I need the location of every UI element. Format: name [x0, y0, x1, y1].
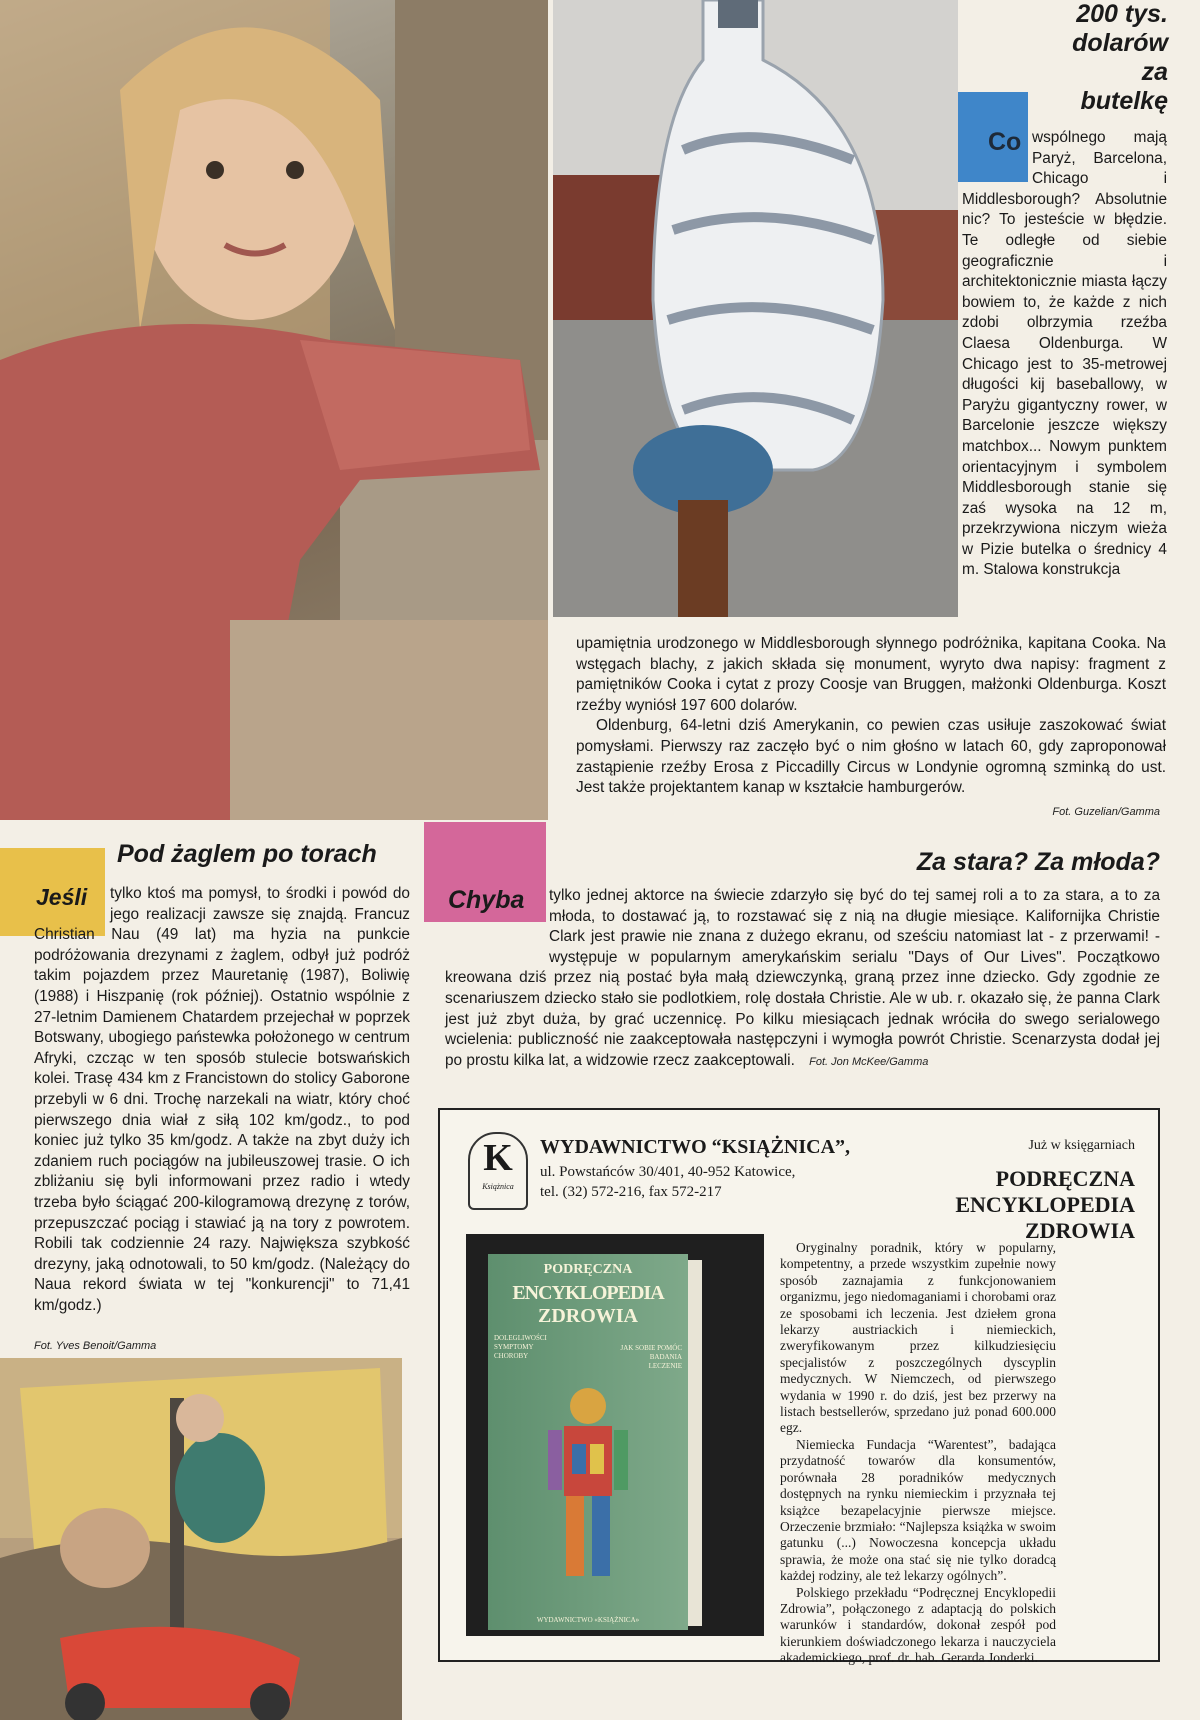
availability-note: Już w księgarniach [1028, 1138, 1135, 1153]
actress-dropcap-spacer [445, 886, 549, 948]
cover-left-sub-1: DOLEGLIWOŚCI [494, 1334, 547, 1342]
publisher-logo-caption: Książnica [482, 1182, 514, 1191]
cover-left-subtitles [494, 1334, 547, 1361]
cover-title-zdrowia: ZDROWIA [537, 1305, 638, 1327]
bottle-headline-line-1: 200 tys. [1076, 0, 1168, 28]
publisher-phone: tel. (32) 572-216, fax 572-217 [540, 1184, 722, 1200]
woman-photo-drawing [0, 0, 548, 820]
advert-title-line-1: PODRĘCZNA [995, 1166, 1135, 1191]
cover-right-sub-1: JAK SOBIE POMÓC [620, 1344, 682, 1352]
advert-para-2: Niemiecka Fundacja “Warentest”, badająca przydatność towarów dla konsumentów, porównała 28 poradników medycznych dostępnych na rynku niemieckim i przyznała tej książce bezapelacyjnie pierwsze miejsce. Orzeczenie brzmiało: “Najlepsza książka w swoim gatunku (...) Nowoczesna koncepcja układu sprawia, że może ona stać się nie tylko doradcą każdej rodziny, ale też lekarzy ogólnych”. [780, 1436, 1056, 1584]
book-pages-edge [688, 1260, 702, 1626]
bottle-headline-line-2: dolarów [1072, 29, 1168, 57]
actress-photo-credit: Fot. Jon McKee/Gamma [809, 1055, 929, 1068]
cover-right-sub-3: LECZENIE [648, 1362, 682, 1370]
publisher-address: ul. Powstańców 30/401, 40-952 Katowice, [540, 1164, 796, 1180]
cover-title-encyklopedia: ENCYKLOPEDIA [512, 1282, 664, 1304]
bottle-column-body: wspólnego mają Paryż, Barcelona, Chicago i Middlesborough? Absolutnie nic? To jesteście w błędzie. Te odległe od siebie geograficznie i architektonicznie miasta łączy bowiem to, że każde z nich zdobi olbrzymia rzeźba Claesa Oldenburga. W Chicago jest to 35-metrowej długości kij baseballowy, w Paryżu gigantyczny rower, w Barcelonie jeszcze większy matchbox... Nowym punktem orientacyjnym i symbolem Middlesborough stanie się zaś wysoka na 12 m, przekrzywiona niczym wieża w Pizie butelka o średnicy 4 m. Stalowa konstrukcja [962, 129, 1167, 579]
advert-para-1: Oryginalny poradnik, który w popularny, kompetentny, a przede wszystkim zupełnie nowy sposób zaznajamia z funkcjonowaniem organizmu, jego niedomaganiami i chorobami oraz ze sposobami ich leczenia. Jest dziełem grona lekarzy austriackich i niemieckich, zweryfikowanym przez kilkudziesięciu specjalistów z poszczególnych dyscyplin medycznych. W Niemczech, od pierwszego wydania w 1990 r. do dziś, jest bez przerwy na listach bestsellerów, sprzedano już ponad 600.000 egz. [780, 1240, 1056, 1436]
rails-photo-credit: Fot. Yves Benoit/Gamma [34, 1340, 157, 1352]
bottle-headline-line-4: butelkę [1080, 87, 1168, 115]
rails-dropcap: Jeśli [36, 884, 88, 910]
cover-publisher-mark: WYDAWNICTWO «KSIĄŻNICA» [536, 1616, 640, 1624]
rails-headline: Pod żaglem po torach [117, 840, 377, 868]
book-cover-image [466, 1234, 764, 1636]
photo-christie-clark [0, 0, 548, 820]
dropcap-spacer [962, 128, 1032, 184]
bottle-wide-text [576, 634, 1166, 799]
actress-dropcap: Chyba [448, 886, 525, 914]
cover-small-title: PODRĘCZNA [543, 1262, 633, 1277]
bottle-column-text [962, 128, 1167, 633]
bottle-dropcap: Co [988, 128, 1022, 156]
advert-para-3: Polskiego przekładu “Podręcznej Encyklopedii Zdrowia”, połączonego z adaptacją do polskich warunków i standardów, dokonał zespół pod kierunkiem doświadczonego lekarza i nauczyciela akademickiego, prof. dr. hab. Gerarda Jonderki. [780, 1584, 1056, 1666]
photo-bottle-sculpture [553, 0, 958, 617]
publisher-logo [468, 1132, 528, 1210]
advert-book-title [840, 1166, 1135, 1244]
publisher-logo-letter: K [483, 1137, 513, 1179]
cover-left-sub-2: SYMPTOMY [494, 1343, 534, 1351]
actress-headline: Za stara? Za młoda? [916, 848, 1160, 876]
sail-drezyna-drawing [0, 1358, 402, 1720]
bottle-wide-para-1: upamiętnia urodzonego w Middlesborough słynnego podróżnika, kapitana Cooka. Na wstęgach blachy, z jakich składa się monument, wyryto dwa napisy: fragment z pamiętników Cooka i cytat z prozy Coosje van Bruggen, małżonki Oldenburga. Koszt rzeźby wyniósł 197 600 dolarów. [576, 635, 1166, 714]
cover-left-sub-3: CHOROBY [494, 1352, 529, 1360]
bottle-photo-credit: Fot. Guzelian/Gamma [1052, 806, 1160, 818]
cover-right-subtitles [621, 1344, 682, 1371]
anatomy-figure-icon [542, 1384, 634, 1584]
advert-title-line-2: ENCYKLOPEDIA [955, 1192, 1135, 1217]
rails-dropcap-spacer [34, 884, 110, 924]
bottle-sculpture-drawing [553, 0, 958, 617]
advert-description [780, 1240, 1056, 1667]
book-advertisement [438, 1108, 1160, 1666]
photo-sail-drezyna [0, 1358, 402, 1720]
actress-article-text [445, 886, 1160, 1072]
rails-article-text [34, 884, 410, 1340]
bottle-headline-line-3: za [1141, 58, 1168, 86]
rails-article-body: tylko ktoś ma pomysł, to środki i powód do jego realizacji zawsze się znajdą. Francuz Christian Nau (49 lat) ma hyzia na punkcie podróżowania drezynami z żaglem, odbył już podróż takim pojazdem przez Mauretanię (1987), Boliwię (1988) i Hiszpanię (rok później). Ostatnio wspólnie z 27-letnim Damienem Chatardem przejechał w poprzek Botswany, ubogiego państewka położonego w centrum Afryki, czcząc w ten sposób stulecie botswańskich kolei. Trasę 434 km z Francistown do stolicy Gaborone przebyli w 6 dni. Trochę narzekali na wiatr, który choć pierwszego dnia wiał z siłą 102 km/godz., to pod koniec już tylko 35 km/godz. A także na zbyt duży ich zdaniem ruch pociągów na jubileuszowej trasie. O ich zbliżaniu się byli informowani przez radio i wtedy trzeba było ściągać 200-kilogramową drezynę z torów, przepuszczać pociąg i stawiać ją na tory z powrotem. Robili tak codziennie 24 razy. Największa szybkość drezyny, jaką odnotowali, to 50 km/godz. (Należący do Naua rekord świata w tej "konkurencji" to 71,41 km/godz.) [34, 885, 410, 1314]
actress-article-body: tylko jednej aktorce na świecie zdarzyło się być do tej samej roli a to za stara, a to za młoda, to dostawać ją, to rozstawać się z nią na długie miesiące. Kalifornijka Christie Clark jest prawie nie znana z dużego ekranu, od sześciu natomiast lat - z przerwami! - występuje w popularnym amerykańskim serialu "Days of Our Lives". Początkowo kreowana dziś przez nią postać była małą dziewczynką, graną przez inne dziecko. Gdy zgodnie ze scenariuszem dziecko stało sie podlotkiem, rolę dostała Christie. Ale w ub. r. okazało się, że panna Clark jest już zbyt duża, by grać uczennicę. Po kilku miesiącach jednak wróciła do swego serialowego wcielenia: publiczność nie zaakceptowała następczyni i wymogła powrót Christie. Scenarzysta dodał jej po prostu kilka lat, a widzowie rzecz zaakceptowali. [445, 887, 1160, 1069]
advert-title-line-3: ZDROWIA [1024, 1218, 1135, 1243]
publisher-name: WYDAWNICTWO “KSIĄŻNICA”, [540, 1136, 851, 1158]
bottle-wide-para-2: Oldenburg, 64-letni dziś Amerykanin, co pewien czas usiłuje zaszokować świat pomysłami. Pierwszy raz zaczęło być o nim głośno w latach 60, gdy zaproponował zastąpienie rzeźby Erosa z Piccadilly Circus w Londynie ogromną szminką do ust. Jest także projektantem kanap w kształcie hamburgerów. [576, 717, 1166, 797]
cover-right-sub-2: BADANIA [649, 1353, 682, 1361]
book-cover [488, 1254, 688, 1630]
